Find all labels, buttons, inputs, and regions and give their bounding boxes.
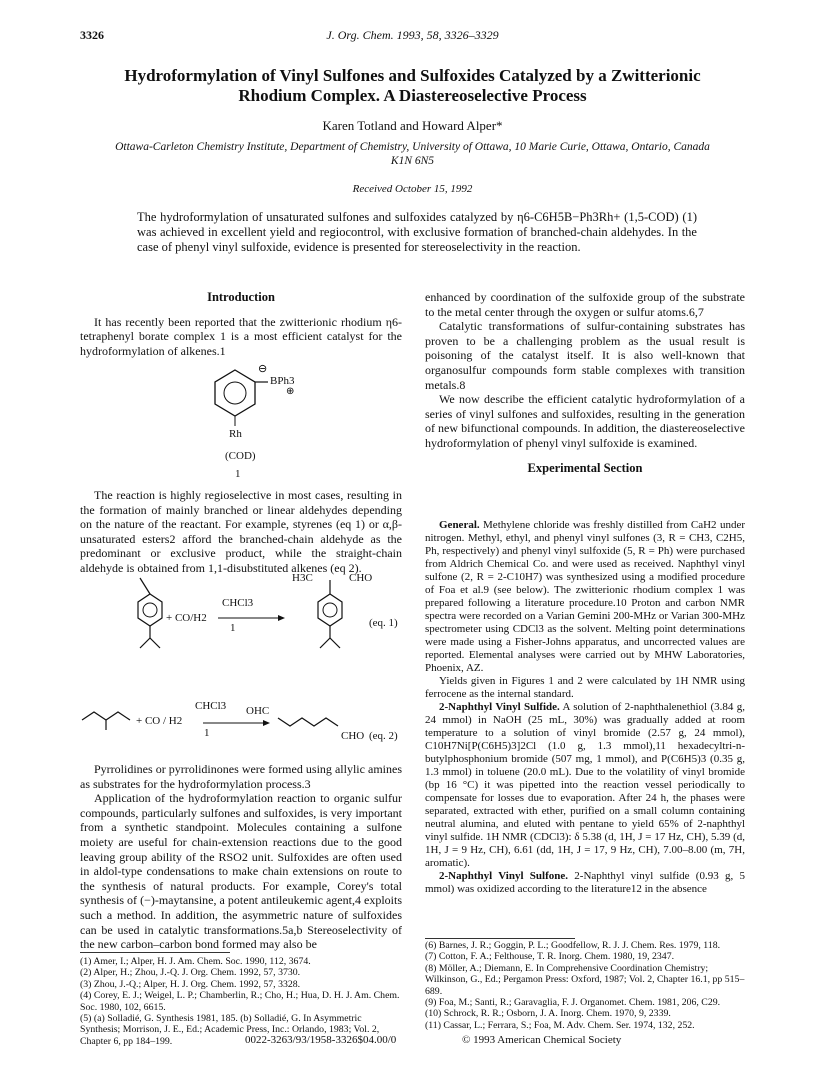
general-heading: General. <box>439 519 480 531</box>
right-paragraph-1: enhanced by coordination of the sulfoxide group of the substrate to the metal center through the oxygen or sulfur atoms.6,7 <box>425 290 745 319</box>
footnote-rule-left <box>80 952 230 953</box>
eq1-solvent: CHCl3 <box>222 597 254 609</box>
footnote: (5) (a) Solladié, G. Synthesis 1981, 185. (b) Solladié, G. In Asymmetric Synthesis; Morrison, J. E., Ed.; Academic Press, Inc.: Orlando, 1983; Vol. 2, Chapter 6, pp 184–199. <box>80 1013 380 1047</box>
rh-label: Rh <box>229 428 242 440</box>
general-paragraph <box>425 519 745 675</box>
running-header <box>80 28 745 44</box>
eq1-catalyst: 1 <box>230 622 236 634</box>
sulfide-text: A solution of 2-naphthalenethiol (3.84 g, 24 mmol) in NaOH (25 mL, 30%) was gradually added at room temperature to a solution of vinyl bromide (2.57 g, 24 mmol), C10H7Ni[P(C6H5)3]2Cl (1.0 g, 1.3 mmol),11 hexadecyltri-n-butylphosphonium bromide (507 mg, 1 mmol), and P(C6H5)3 (0.35 g, 1.3 mmol) in toluene (20.0 mL). Due to the volatility of vinyl bromide (bp 16 °C) it was pipetted into the reaction vessel periodically to compensate for losses due to evaporation. After 24 h, the phases were separated, extracted with ether, purified on a small column containing neutral alumina, and eluted with pentane to yield 65% of 2-naphthyl vinyl sulfide. 1H NMR (CDCl3): δ 5.38 (d, 1H, J = 17 Hz, CH), 5.39 (d, 1H, J = 9 Hz, CH), 6.61 (dd, 1H, J = 17, 9 Hz, CH), 7.00–8.00 (m, 7H, aromatic). <box>425 701 745 869</box>
abstract: The hydroformylation of unsaturated sulfones and sulfoxides catalyzed by η6-C6H5B−Ph3Rh+ (1,5-COD) (1) was achieved in excellent yield and regiocontrol, with exclusive formation of branched-chain aldehydes. In the case of phenyl vinyl sulfoxide, evidence is presented for stereoselectivity in the reaction. <box>137 210 697 254</box>
eq2-catalyst: 1 <box>204 727 210 739</box>
compound-number-1: 1 <box>235 468 241 480</box>
page-number: 3326 <box>80 28 104 42</box>
svg-text:⊕: ⊕ <box>286 386 295 397</box>
right-column <box>425 290 745 481</box>
affiliation: Ottawa-Carleton Chemistry Institute, Department of Chemistry, University of Ottawa, 10 Marie Curie, Ottawa, Ontario, Canada K1N 6N5 <box>115 141 710 167</box>
sulfide-paragraph <box>425 701 745 870</box>
article-code: 0022-3263/93/1958-3326$04.00/0 <box>245 1034 397 1046</box>
sulfide-heading: 2-Naphthyl Vinyl Sulfide. <box>439 701 560 713</box>
footnote-rule-right <box>425 938 575 939</box>
footnote: (2) Alper, H.; Zhou, J.-Q. J. Org. Chem. 1992, 57, 3730. <box>80 967 301 979</box>
footnote: (9) Foa, M.; Santi, R.; Garavaglia, F. J. Organomet. Chem. 1981, 206, C29. <box>425 997 721 1009</box>
cod-label: (COD) <box>225 450 256 462</box>
eq1-methyl: H3C <box>292 572 313 584</box>
intro-paragraph-1: It has recently been reported that the zwitterionic rhodium η6-tetraphenyl borate complex 1 is a most efficient catalyst for the hydroformylation of alkenes.1 <box>80 314 402 358</box>
footnote: (6) Barnes, J. R.; Goggin, P. L.; Goodfellow, R. J. J. Chem. Res. 1979, 118. <box>425 940 721 951</box>
intro-paragraphs-3-4 <box>80 762 402 952</box>
sulfone-heading: 2-Naphthyl Vinyl Sulfone. <box>439 870 569 882</box>
eq2-ohc: OHC <box>246 705 270 717</box>
intro-paragraph-3: Pyrrolidines or pyrrolidinones were formed using allylic amines as substrates for the hydroformylation process.3 <box>80 762 402 791</box>
footnote: (7) Cotton, F. A.; Felthouse, T. R. Inorg. Chem. 1980, 19, 2347. <box>425 951 675 963</box>
footnote: (8) Möller, A.; Diemann, E. In Comprehensive Coordination Chemistry; Wilkinson, G., Ed.; Pergamon Press: Oxford, 1987; Vol. 2, Chapter 16.1, pp 515–689. <box>425 962 745 997</box>
intro-paragraph-2-block <box>80 488 402 576</box>
eq1-aldehyde: CHO <box>349 572 373 584</box>
sulfone-text: 2-Naphthyl vinyl sulfide (0.93 g, 5 mmol) was oxidized according to the literature12 in the absence <box>425 870 745 895</box>
eq1-reagent: + CO/H2 <box>166 612 207 624</box>
footnotes-right <box>425 940 745 1031</box>
general-text: Methylene chloride was freshly distilled from CaH2 under nitrogen. Methyl, ethyl, and phenyl vinyl sulfones (3, R = CH3, C2H5, Ph, respectively) and phenyl vinyl sulfoxide (5, R = Ph) were purchased from Aldrich Chemical Co. and were used as received. Naphthyl vinyl sulfone (2, R = 2-C10H7) was synthesized using a modified procedure of Foa et al.9 (see below). The zwitterionic rhodium complex 1 was prepared following a literature procedure.10 Proton and carbon NMR spectra were recorded on a Varian Gemini 200-MHz or Varian 300-MHz spectrometer using CDCl3 as the solvent. Melting point determinations were made using a Fisher-Johns apparatus, and uncorrected values are reported. Elemental analyses were carried out by MHW Laboratories, Phoenix, AZ. <box>425 519 745 674</box>
introduction-heading: Introduction <box>207 290 275 304</box>
experimental-section <box>425 519 745 896</box>
eq2-cho: CHO <box>341 730 365 742</box>
paper-title: Hydroformylation of Vinyl Sulfones and Sulfoxides Catalyzed by a Zwitterionic Rhodium Complex. A Diastereoselective Process <box>124 66 701 105</box>
footnote: (3) Zhou, J.-Q.; Alper, H. J. Org. Chem. 1992, 57, 3328. <box>80 978 301 990</box>
bph3-label: BPh3 <box>270 375 295 387</box>
experimental-heading: Experimental Section <box>527 460 643 475</box>
eq1-label: (eq. 1) <box>369 617 398 629</box>
copyright: © 1993 American Chemical Society <box>462 1034 622 1046</box>
received-date: Received October 15, 1992 <box>352 183 473 195</box>
sulfone-paragraph <box>425 870 745 896</box>
svg-text:⊖: ⊖ <box>258 363 268 375</box>
intro-paragraph-4: Application of the hydroformylation reaction to organic sulfur compounds, particularly sulfones and sulfoxides, is very important from a synthetic standpoint. Molecules containing a sulfone moiety are useful for chain-extension reactions due to the good leaving group ability of the RSO2 unit. Sulfoxides are often used in aldol-type condensations to make chain extensions on route to the synthesis of natural products. For example, Corey's total synthesis of (−)-maytansine, a potent antileukemic agent,4 exploits such a method. In addition, the asymmetric nature of sulfoxides can be used in catalytic transformations.5a,b Stereoselectivity of the new carbon–carbon bond formed may also be <box>80 791 402 952</box>
footnote: (1) Amer, I.; Alper, H. J. Am. Chem. Soc. 1990, 112, 3674. <box>80 956 311 967</box>
yields-paragraph: Yields given in Figures 1 and 2 were calculated by 1H NMR using ferrocene as the internal standard. <box>425 675 745 700</box>
authors: Karen Totland and Howard Alper* <box>322 118 503 133</box>
footnote: (10) Schrock, R. R.; Osborn, J. A. Inorg. Chem. 1970, 9, 2339. <box>425 1008 671 1020</box>
left-column <box>80 290 402 358</box>
intro-paragraph-2: The reaction is highly regioselective in most cases, resulting in the formation of mainly branched or linear aldehydes depending on the nature of the reactant. For example, styrenes (eq 1) or α,β-unsaturated esters2 afford the branched-chain aldehyde as the predominant or exclusive product, while the straight-chain aldehyde is obtained from 1,1-disubstituted alkenes (eq 2). <box>80 488 402 575</box>
right-paragraph-2: Catalytic transformations of sulfur-containing substrates has proven to be a challenging problem as the usual result is poisoning of the catalyst itself. It is also well-known that organosulfur compounds form stable complexes with transition metals.8 <box>425 319 745 392</box>
right-paragraph-3: We now describe the efficient catalytic hydroformylation of a series of vinyl sulfones and sulfoxides, resulting in the generation of new bifunctional compounds. In addition, the diastereoselective hydroformylation of phenyl vinyl sulfoxide is examined. <box>425 392 745 450</box>
footnote: (11) Cassar, L.; Ferrara, S.; Foa, M. Adv. Chem. Ser. 1974, 132, 252. <box>425 1019 695 1031</box>
eq2-solvent: CHCl3 <box>195 700 227 712</box>
footnote: (4) Corey, E. J.; Weigel, L. P.; Chamberlin, R.; Cho, H.; Hua, D. H. J. Am. Chem. Soc. 1980, 102, 6615. <box>80 990 400 1013</box>
eq2-label: (eq. 2) <box>369 730 398 742</box>
eq2-reagent: + CO / H2 <box>136 715 183 727</box>
journal-citation: J. Org. Chem. 1993, 58, 3326–3329 <box>326 28 499 42</box>
